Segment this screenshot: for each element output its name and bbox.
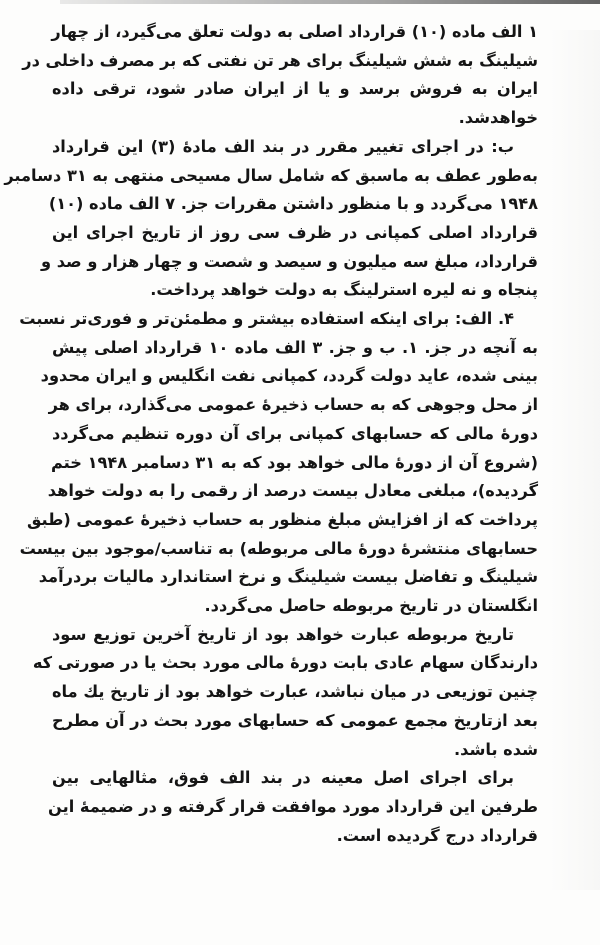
paragraph-p3	[19, 305, 539, 621]
paragraph-p5	[48, 764, 538, 850]
text-line: از محل وجوهی که به حساب ذخیرهٔ عمومی می‌گذارد، برای هر	[48, 395, 538, 415]
text-line: به آنچه در جز. ۱. ب و جز. ۳ الف ماده ۱۰ قرارداد اصلی پیش	[52, 337, 539, 357]
text-line: پنجاه و نه لیره استرلینگ به دولت خواهد پرداخت.	[150, 280, 538, 300]
text-line: شیلینگ به شش شیلینگ برای هر تن نفتی که بر مصرف داخلی در	[22, 50, 538, 70]
text-line: قرارداد اصلی کمپانی در ظرف سی روز از تاریخ اجرای این	[52, 222, 538, 242]
text-line: خواهدشد.	[458, 108, 538, 128]
text-line: بعد ازتاریخ مجمع عمومی که حسابهای مورد بحث در آن مطرح	[52, 710, 538, 730]
text-line: به‌طور عطف به ماسبق که شامل سال مسیحی منتهی به ۳۱ دسامبر	[4, 165, 538, 185]
text-line: بینی شده، عاید دولت گردد، کمپانی نفت انگلیس و ایران محدود	[40, 366, 538, 386]
text-line: شده باشد.	[453, 739, 538, 759]
text-line: ۱ الف ماده (۱۰) قرارداد اصلی به دولت تعلق می‌گیرد، از چهار	[51, 22, 538, 41]
text-line: تاریخ مربوطه عبارت خواهد بود از تاریخ آخرین توزیع سود	[52, 624, 514, 644]
text-line: گردیده)، مبلغی معادل بیست درصد از رقمی را به دولت خواهد	[47, 481, 538, 501]
text-line: انگلستان در تاریخ مربوطه حاصل می‌گردد.	[204, 596, 538, 616]
text-line: برای اجرای اصل معینه در بند الف فوق، مثالهایی بین	[52, 768, 514, 788]
text-line: ایران به فروش برسد و یا از ایران صادر شود، ترقی داده	[52, 79, 538, 99]
scan-top-edge	[60, 0, 600, 4]
text-line: ۴. الف: برای اینکه استفاده بیشتر و مطمئن‌تر و فوری‌تر نسبت	[19, 309, 514, 329]
text-line: دورهٔ مالی که حسابهای کمپانی برای آن دوره تنظیم می‌گردد	[52, 423, 538, 443]
text-line: حسابهای منتشرهٔ دورهٔ مالی مربوطه) به تناسب/موجود بین بیست	[19, 538, 538, 558]
document-body	[4, 18, 539, 850]
text-line: (شروع آن از دورهٔ مالی خواهد بود که به ۳۱ دسامبر ۱۹۴۸ ختم	[50, 452, 538, 472]
text-line: چنین توزیعی در میان نباشد، عبارت خواهد بود از تاریخ یك ماه	[52, 682, 538, 702]
text-line: طرفین این قرارداد مورد موافقت قرار گرفته و در ضمیمهٔ این	[48, 796, 538, 816]
text-line: ۱۹۴۸ می‌گردد و با منظور داشتن مقررات جز. ۷ الف ماده (۱۰)	[48, 194, 538, 214]
page-bleed-through	[550, 30, 600, 890]
text-line: قرارداد درج گردیده است.	[336, 825, 538, 845]
text-line: دارندگان سهام عادی بابت دورهٔ مالی مورد بحث یا در صورتی که	[32, 653, 538, 673]
text-line: شیلینگ و تفاضل بیست شیلینگ و نرخ استاندارد مالیات بردرآمد	[38, 567, 538, 587]
paragraph-p2	[4, 133, 538, 305]
text-line: قرارداد، مبلغ سه میلیون و سیصد و شصت و چهار هزار و صد و	[41, 251, 538, 271]
paragraph-p4	[32, 621, 538, 765]
text-line: پرداخت که از افزایش مبلغ منظور به حساب ذخیرهٔ عمومی (طبق	[26, 509, 538, 529]
text-line: ب: در اجرای تغییر مقرر در بند الف مادهٔ (۳) این قرارداد	[52, 136, 514, 156]
paragraph-p1	[22, 18, 538, 133]
